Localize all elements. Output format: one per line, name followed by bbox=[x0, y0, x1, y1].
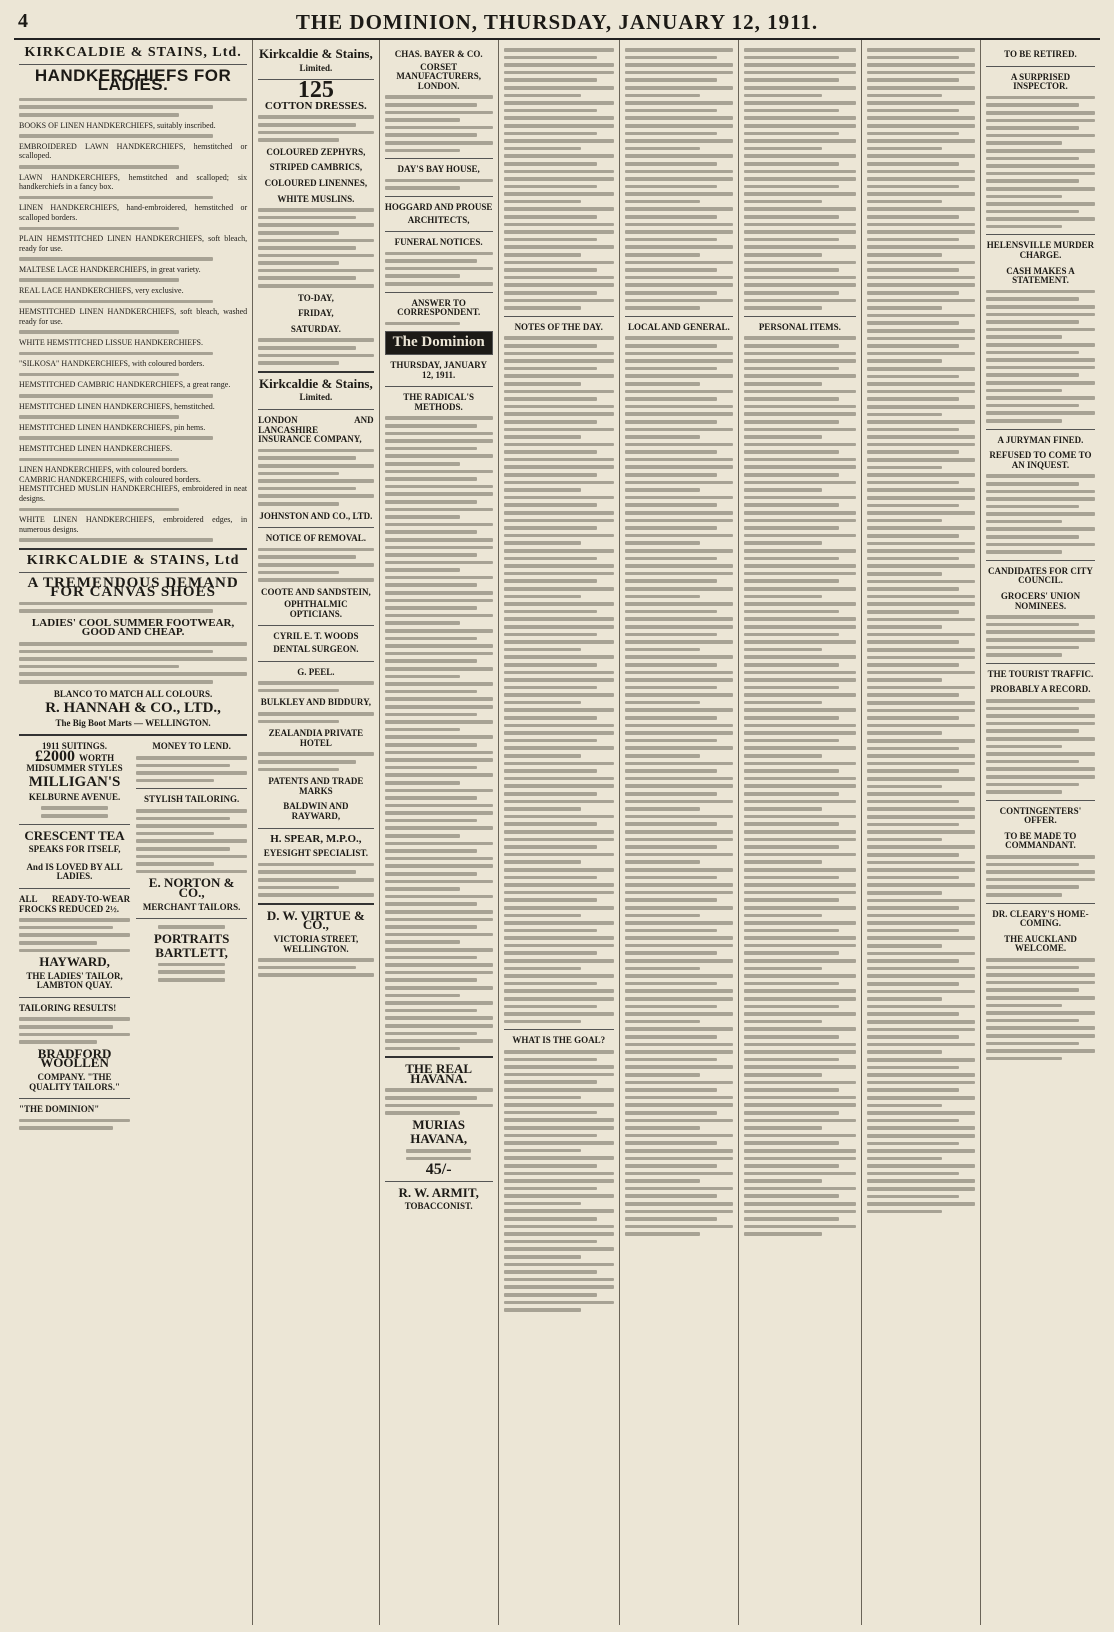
coote-sub: OPHTHALMIC OPTICIANS. bbox=[284, 599, 348, 619]
bulkley-name: BULKLEY AND BIDDURY, bbox=[260, 697, 372, 708]
spear-name: H. SPEAR, M.P.O., bbox=[270, 832, 362, 845]
list-item: BOOKS OF LINEN HANDKERCHIEFS, suitably inscribed. bbox=[19, 121, 247, 138]
column-3 bbox=[380, 40, 499, 1625]
list-item: LINEN HANDKERCHIEFS, with coloured borders. bbox=[19, 465, 188, 475]
fabric-item: WHITE MUSLINS. bbox=[277, 193, 355, 204]
list-item: HEMSTITCHED LINEN HANDKERCHIEFS, soft bleach, washed ready for use. bbox=[19, 307, 247, 334]
havana-price: 45/- bbox=[425, 1161, 452, 1179]
dress-count: 125 bbox=[297, 77, 334, 104]
editorial-heading: THE RADICAL'S METHODS. bbox=[403, 392, 475, 412]
cash-heading: CASH MAKES A STATEMENT. bbox=[1006, 265, 1075, 286]
days-bay-name: DAY'S BAY HOUSE, bbox=[397, 164, 480, 175]
johnston-name: JOHNSTON AND CO., LTD. bbox=[259, 510, 373, 521]
cotton-heading: COTTON DRESSES. bbox=[264, 99, 367, 112]
list-item: REAL LACE HANDKERCHIEFS, very exclusive. bbox=[19, 286, 247, 303]
list-item: LAWN HANDKERCHIEFS, hemstitched and scalloped; six handkerchiefs in a fancy box. bbox=[19, 173, 247, 200]
shoes-heading: A TREMENDOUS DEMAND FOR CANVAS SHOES bbox=[27, 574, 239, 601]
hayward-brand: HAYWARD, bbox=[39, 954, 110, 970]
woods-name: CYRIL E. T. WOODS bbox=[273, 631, 359, 642]
hoggard-sub: ARCHITECTS, bbox=[407, 214, 470, 225]
list-item: LINEN HANDKERCHIEFS, hand-embroidered, hemstitched or scalloped borders. bbox=[19, 203, 247, 230]
record-heading: PROBABLY A RECORD. bbox=[990, 684, 1091, 695]
list-item: PLAIN HEMSTITCHED LINEN HANDKERCHIEFS, soft bleach, ready for use. bbox=[19, 234, 247, 261]
saturday-label: SATURDAY. bbox=[290, 323, 341, 334]
armit-sub: TOBACCONIST. bbox=[404, 1201, 473, 1212]
welcome-heading: THE AUCKLAND WELCOME. bbox=[1004, 933, 1077, 954]
bayer-name: CHAS. BAYER & CO. bbox=[394, 49, 483, 59]
norton-ad bbox=[136, 742, 247, 1134]
crescent-sub: SPEAKS FOR ITSELF, bbox=[28, 844, 121, 855]
personal-heading: PERSONAL ITEMS. bbox=[758, 321, 841, 332]
column-4 bbox=[499, 40, 620, 1625]
milligan-ad bbox=[19, 742, 130, 1134]
list-item: EMBROIDERED LAWN HANDKERCHIEFS, hemstitched or scalloped. bbox=[19, 142, 247, 169]
coote-name: COOTE AND SANDSTEIN, bbox=[260, 586, 371, 597]
hayward-sub: THE LADIES' TAILOR, LAMBTON QUAY. bbox=[26, 970, 123, 991]
column-2 bbox=[253, 40, 379, 1625]
milligan-styles: MIDSUMMER STYLES bbox=[26, 762, 123, 773]
worth-label: WORTH bbox=[78, 753, 115, 763]
limited-label-2: Limited. bbox=[299, 392, 333, 403]
goal-heading: WHAT IS THE GOAL? bbox=[512, 1035, 606, 1046]
spear-sub: EYESIGHT SPECIALIST. bbox=[263, 848, 368, 859]
list-item: "SILKOSA" HANDKERCHIEFS, with coloured borders. bbox=[19, 359, 247, 376]
havana-heading: THE REAL HAVANA. bbox=[405, 1061, 473, 1086]
norton-sub: MERCHANT TAILORS. bbox=[142, 901, 241, 912]
havana-brand: HAVANA, bbox=[410, 1131, 468, 1147]
juryman-heading: A JURYMAN FINED. bbox=[997, 434, 1084, 445]
store-name: KIRKCALDIE & STAINS, Ltd. bbox=[24, 45, 242, 60]
column-7 bbox=[862, 40, 981, 1625]
virtue-name: D. W. VIRTUE & CO., bbox=[266, 907, 365, 933]
masthead bbox=[14, 8, 1100, 40]
list-item: WHITE LINEN HANDKERCHIEFS, embroidered edges, in numerous designs. bbox=[19, 515, 247, 542]
patents-heading: PATENTS AND TRADE MARKS bbox=[268, 776, 364, 796]
column-8 bbox=[981, 40, 1100, 1625]
norton-brand: E. NORTON & CO., bbox=[148, 875, 235, 900]
store-heading-2: Kirkcaldie & Stains, bbox=[258, 375, 373, 391]
column-5 bbox=[620, 40, 739, 1625]
bayer-sub: CORSET MANUFACTURERS, LONDON. bbox=[396, 61, 481, 91]
limited-label: Limited. bbox=[299, 62, 333, 73]
today-label: TO-DAY, bbox=[297, 292, 334, 303]
grocers-heading: GROCERS' UNION NOMINEES. bbox=[1000, 591, 1081, 611]
helensville-heading: HELENSVILLE MURDER CHARGE. bbox=[986, 240, 1095, 261]
notice-heading: NOTICE OF REMOVAL. bbox=[265, 533, 366, 544]
cleary-heading: DR. CLEARY'S HOME-COMING. bbox=[992, 908, 1089, 929]
peel-name: G. PEEL. bbox=[297, 666, 335, 677]
virtue-sub: VICTORIA STREET, WELLINGTON. bbox=[273, 933, 359, 954]
woods-sub: DENTAL SURGEON. bbox=[273, 644, 359, 655]
funeral-heading: FUNERAL NOTICES. bbox=[394, 237, 483, 248]
list-item: MALTESE LACE HANDKERCHIEFS, in great variety. bbox=[19, 265, 247, 282]
tailoring-heading: STYLISH TAILORING. bbox=[144, 794, 240, 805]
crescent-brand: CRESCENT TEA bbox=[24, 827, 125, 843]
bartlett-brand: BARTLETT, bbox=[155, 945, 228, 961]
armit-name: R. W. ARMIT, bbox=[398, 1184, 479, 1200]
column-6 bbox=[739, 40, 862, 1625]
bradford-sub: COMPANY. "THE QUALITY TAILORS." bbox=[29, 1072, 120, 1092]
baldwin-name: BALDWIN AND RAYWARD, bbox=[283, 801, 349, 821]
list-item: CAMBRIC HANDKERCHIEFS, with coloured borders. bbox=[19, 474, 201, 484]
shoes-sub: LADIES' COOL SUMMER FOOTWEAR, GOOD AND CHEAP. bbox=[31, 616, 235, 639]
notes-heading: NOTES OF THE DAY. bbox=[514, 321, 603, 332]
friday-label: FRIDAY, bbox=[298, 308, 334, 319]
contingent-heading: CONTINGENTERS' OFFER. bbox=[999, 805, 1082, 826]
tourist-heading: THE TOURIST TRAFFIC. bbox=[987, 668, 1094, 679]
zealandia-name: ZEALANDIA PRIVATE HOTEL bbox=[268, 728, 364, 748]
dateline: THURSDAY, JANUARY 12, 1911. bbox=[390, 360, 487, 380]
crescent-sub2: And IS LOVED BY ALL LADIES. bbox=[26, 861, 123, 882]
list-item: HEMSTITCHED LINEN HANDKERCHIEFS, pin hems. bbox=[19, 423, 247, 440]
list-item: HEMSTITCHED CAMBRIC HANDKERCHIEFS, a great range. bbox=[19, 380, 247, 397]
list-item: WHITE HEMSTITCHED LISSUE HANDKERCHIEFS. bbox=[19, 338, 247, 355]
hannah-brand: R. HANNAH & CO., LTD., bbox=[45, 700, 221, 717]
bradford-brand: BRADFORD WOOLLEN bbox=[37, 1045, 112, 1071]
retired-heading: TO BE RETIRED. bbox=[1004, 49, 1077, 59]
frocks-heading: ALL READY-TO-WEAR FROCKS REDUCED 2½. bbox=[19, 893, 131, 914]
list-item: HEMSTITCHED LINEN HANDKERCHIEFS, hemstitched. bbox=[19, 402, 247, 419]
suitings-label: 1911 SUITINGS. bbox=[42, 741, 108, 752]
fabric-item: COLOURED ZEPHYRS, bbox=[266, 146, 366, 157]
commandant-heading: TO BE MADE TO COMMANDANT. bbox=[1004, 830, 1077, 851]
list-item: HEMSTITCHED MUSLIN HANDKERCHIEFS, embroidered in neat designs. bbox=[19, 484, 247, 511]
milligan-address: KELBURNE AVENUE. bbox=[28, 791, 121, 802]
columns bbox=[14, 40, 1100, 1625]
store-heading: Kirkcaldie & Stains, bbox=[258, 46, 373, 61]
tailoring-results: TAILORING RESULTS! bbox=[19, 1002, 117, 1013]
fabric-item: STRIPED CAMBRICS, bbox=[269, 162, 363, 173]
local-heading: LOCAL AND GENERAL. bbox=[627, 321, 730, 332]
milligan-brand: MILLIGAN'S bbox=[28, 774, 121, 791]
list-item: HEMSTITCHED LINEN HANDKERCHIEFS. bbox=[19, 444, 247, 461]
page-number: 4 bbox=[18, 10, 28, 32]
blanco-line: BLANCO TO MATCH ALL COLOURS. bbox=[53, 688, 213, 699]
refused-heading: REFUSED TO COME TO AN INQUEST. bbox=[989, 450, 1092, 470]
price-label: £2000 bbox=[34, 748, 75, 765]
hannah-sub: The Big Boot Marts — WELLINGTON. bbox=[55, 717, 211, 728]
answer-heading: ANSWER TO CORRESPONDENT. bbox=[397, 297, 481, 318]
handkerchief-heading: HANDKERCHIEFS FOR LADIES. bbox=[34, 65, 232, 95]
newspaper-title: THE DOMINION, THURSDAY, JANUARY 12, 1911. bbox=[295, 10, 819, 34]
surprise-heading: A SURPRISED INSPECTOR. bbox=[1010, 71, 1071, 92]
murias-brand: MURIAS bbox=[412, 1116, 466, 1132]
insurance-heading: LONDON AND LANCASHIRE INSURANCE COMPANY, bbox=[258, 415, 374, 445]
handkerchief-list bbox=[19, 121, 247, 542]
dominion-note: "THE DOMINION" bbox=[19, 1104, 100, 1115]
council-heading: CANDIDATES FOR CITY COUNCIL. bbox=[988, 565, 1093, 586]
portraits-heading: PORTRAITS bbox=[153, 930, 230, 946]
hoggard-name: HOGGARD AND PROUSE bbox=[384, 201, 493, 212]
column-1 bbox=[14, 40, 253, 1625]
ads-block bbox=[19, 742, 247, 1134]
fabric-item: COLOURED LINENNES, bbox=[264, 177, 368, 188]
money-heading: MONEY TO LEND. bbox=[152, 741, 231, 752]
dominion-masthead: The Dominion bbox=[385, 331, 493, 355]
store-name-2: KIRKCALDIE & STAINS, Ltd bbox=[26, 552, 240, 568]
